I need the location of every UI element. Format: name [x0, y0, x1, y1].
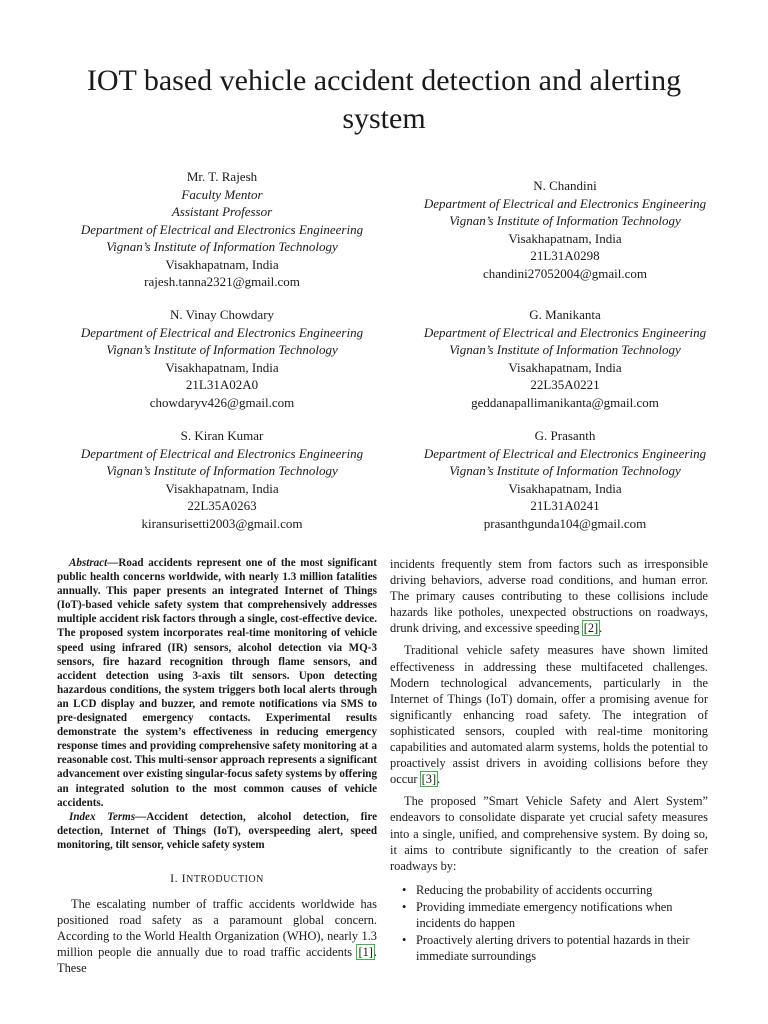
author-department: Department of Electrical and Electronics Engineering	[80, 221, 364, 237]
author-institution: Vignan’s Institute of Information Technology	[106, 342, 338, 357]
author-email: kiransurisetti2003@gmail.com	[141, 515, 303, 531]
author-department: Department of Electrical and Electronics Engineering	[423, 445, 707, 461]
author-id: 21L31A02A0	[185, 377, 259, 392]
author-location: Visakhapatnam, India	[508, 480, 622, 496]
author-location: Visakhapatnam, India	[165, 256, 279, 272]
body-paragraph: The proposed ”Smart Vehicle Safety and Alert System” endeavors to consolidate disparate yet crucial safety measures into a single, unified, and comprehensive system. By doing so, it aims to contribute significantly to the creation of safer roadways by:	[390, 794, 708, 873]
author-location: Visakhapatnam, India	[508, 359, 622, 375]
abstract	[57, 556, 377, 810]
author-location: Visakhapatnam, India	[165, 359, 279, 375]
author-name: S. Kiran Kumar	[180, 428, 264, 443]
index-terms-label: Index Terms	[69, 810, 136, 823]
bullet-icon: •	[402, 933, 407, 948]
author-institution: Vignan’s Institute of Information Technology	[106, 239, 338, 254]
author-id: 21L31A0241	[530, 498, 600, 513]
author-block-kiran	[57, 427, 387, 532]
author-name: N. Vinay Chowdary	[169, 307, 275, 322]
left-column	[57, 556, 377, 983]
author-name: N. Chandini	[533, 178, 597, 193]
author-location: Visakhapatnam, India	[165, 480, 279, 496]
list-item: • Proactively alerting drivers to potential hazards in their immediate surroundings	[402, 933, 690, 964]
bullet-icon: •	[402, 899, 407, 914]
section-heading-introduction: I. INTRODUCTION	[170, 870, 264, 885]
abstract-text: —Road accidents represent one of the most significant public health concerns worldwide, with nearly 1.3 million fatalities annually. This paper presents an integrated Internet of Things (IoT)-based vehicle safety system that comprehensively addresses multiple accident risk factors through a single, cost-effective device. The proposed system incorporates real-time monitoring of vehicle speed using infrared (IR) sensors, alcohol detection via MQ-3 sensors, fire hazard recognition through flame sensors, and accident detection using 3-axis tilt sensors. Upon detecting hazardous conditions, the system triggers both local alerts through an LCD display and buzzer, and remote notifications via SMS to pre-designated emergency contacts. Experimental results demonstrate the system’s effectiveness in reducing emergency response times and providing comprehensive safety monitoring at a reasonable cost. This multi-sensor approach represents a significant advancement over existing singular-focus safety systems by offering an integrated solution to the most common causes of vehicle accidents.	[57, 557, 377, 809]
list-item: • Providing immediate emergency notifications when incidents do happen	[402, 899, 673, 930]
paper-title: IOT based vehicle accident detection and alerting system	[86, 64, 682, 135]
body-paragraph: incidents frequently stem from factors such as irresponsible driving behaviors, adverse road conditions, and human error. The primary causes contributing to these collisions include hazards like potholes, unexpected obstructions on roadways, drunk driving, and excessive speeding [2].	[390, 557, 708, 636]
author-name: G. Prasanth	[534, 428, 596, 443]
bullet-list	[390, 882, 708, 964]
index-terms-text: —Accident detection, alcohol detection, fire detection, Internet of Things (IoT), overspeeding alert, speed monitoring, tilt sensor, vehicle safety system	[57, 810, 377, 851]
author-role: Assistant Professor	[171, 204, 273, 219]
citation-link[interactable]: [1]	[358, 945, 373, 960]
author-id: 22L35A0263	[187, 498, 257, 513]
list-item: • Reducing the probability of accidents occurring	[402, 882, 653, 897]
bullet-icon: •	[402, 882, 407, 897]
citation-link[interactable]: [3]	[421, 772, 437, 787]
author-email: geddanapallimanikanta@gmail.com	[471, 394, 659, 410]
index-terms	[57, 810, 377, 852]
author-block-prasanth	[400, 427, 730, 532]
author-id: 21L31A0298	[530, 248, 600, 263]
author-email: rajesh.tanna2321@gmail.com	[144, 274, 300, 289]
author-block-vinay	[57, 306, 387, 411]
author-role: Faculty Mentor	[181, 186, 263, 202]
author-department: Department of Electrical and Electronics Engineering	[423, 324, 707, 340]
author-id: 22L35A0221	[530, 377, 600, 392]
author-name: G. Manikanta	[529, 307, 601, 322]
body-paragraph: Traditional vehicle safety measures have shown limited effectiveness in addressing these multifaceted challenges. Modern technological advancements, particularly in the Internet of Things (IoT) domain, offer a promising avenue for significantly enhancing road safety. The integration of sophisticated sensors, coupled with real-time monitoring capabilities and automated alarm systems, holds the potential to proactively assist drivers in avoiding collisions before they occur [3].	[390, 643, 708, 787]
right-column	[390, 556, 708, 965]
author-department: Department of Electrical and Electronics Engineering	[80, 445, 364, 461]
author-location: Visakhapatnam, India	[508, 230, 622, 246]
author-department: Department of Electrical and Electronics Engineering	[80, 324, 364, 340]
author-block-chandini	[400, 177, 730, 282]
author-block-manikanta	[400, 306, 730, 411]
author-block-rajesh	[57, 168, 387, 291]
author-name: Mr. T. Rajesh	[186, 169, 258, 184]
abstract-label: Abstract	[69, 557, 108, 569]
author-institution: Vignan’s Institute of Information Technology	[449, 463, 681, 478]
intro-paragraph: The escalating number of traffic accidents worldwide has positioned road safety as a paramount global concern. According to the World Health Organization (WHO), nearly 1.3 million people die annually due to road traffic accidents [1]. These	[57, 897, 377, 976]
author-institution: Vignan’s Institute of Information Technology	[106, 463, 338, 478]
citation-link[interactable]: [2]	[583, 621, 599, 636]
author-institution: Vignan’s Institute of Information Technology	[449, 213, 681, 228]
author-department: Department of Electrical and Electronics Engineering	[423, 195, 707, 211]
author-email: chowdaryv426@gmail.com	[149, 394, 295, 410]
author-email: chandini27052004@gmail.com	[483, 265, 647, 281]
author-institution: Vignan’s Institute of Information Technology	[449, 342, 681, 357]
author-email: prasanthgunda104@gmail.com	[483, 515, 647, 531]
